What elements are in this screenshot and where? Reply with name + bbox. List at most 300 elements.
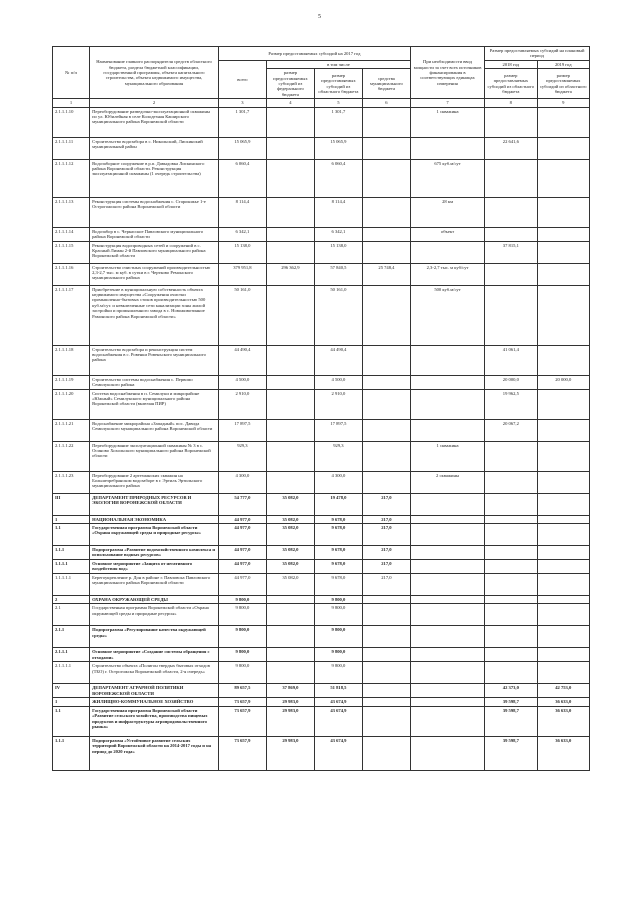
row-capacity (410, 736, 484, 770)
row-number: 2.1.1.1.11 (53, 137, 90, 159)
table-row (53, 574, 590, 596)
row-2018 (485, 263, 537, 285)
row-regional: 19 478,0 (314, 493, 362, 515)
row-municipal (362, 706, 410, 736)
row-number: 2.1.1 (53, 626, 90, 648)
table-row (53, 375, 590, 389)
table-row (53, 471, 590, 493)
row-2018: 39 598,7 (485, 736, 537, 770)
row-2018: 19 962,5 (485, 389, 537, 419)
row-municipal (362, 137, 410, 159)
row-municipal (362, 596, 410, 604)
row-federal: 296 362,9 (266, 263, 314, 285)
row-name: Водозаборное сооружение в р.п. Давыдовка Лискинского района Воронежской области. Реконструкция эксплуатационной скважины (1 очередь строительства) (90, 159, 219, 197)
row-capacity: 1 скважина (410, 107, 484, 137)
row-total: 2 910,0 (218, 389, 266, 419)
row-capacity (410, 684, 484, 698)
row-2019 (537, 515, 589, 523)
row-total: 50 161,0 (218, 285, 266, 345)
col-num: 4 (266, 99, 314, 107)
table-row (53, 137, 590, 159)
row-municipal: 217,0 (362, 560, 410, 574)
row-federal (266, 662, 314, 684)
row-2019 (537, 648, 589, 662)
row-2018 (485, 648, 537, 662)
row-federal: 35 082,0 (266, 493, 314, 515)
row-federal (266, 159, 314, 197)
row-2019: 20 000,0 (537, 375, 589, 389)
row-total: 15 138,0 (218, 241, 266, 263)
row-municipal: 25 748,4 (362, 263, 410, 285)
row-2018 (485, 560, 537, 574)
row-name: Реконструкция водопроводных сетей и сооружений в с. Красный Лиман 2-й Павловского муниципального района Воронежской области (90, 241, 219, 263)
row-federal: 35 082,0 (266, 574, 314, 596)
row-federal (266, 375, 314, 389)
row-regional: 2 910,0 (314, 389, 362, 419)
row-municipal (362, 345, 410, 375)
row-regional: 9 678,0 (314, 546, 362, 560)
row-municipal (362, 604, 410, 626)
row-2018 (485, 604, 537, 626)
header-obl: размер предоставляемых субсидий из областного бюджета (314, 69, 362, 99)
row-total: 44 977,0 (218, 515, 266, 523)
row-2018: 20 067,2 (485, 419, 537, 441)
row-total: 44 977,0 (218, 524, 266, 546)
row-2019 (537, 662, 589, 684)
row-federal: 29 983,0 (266, 736, 314, 770)
row-total: 44 490,4 (218, 345, 266, 375)
row-number: 2.1.1.1.15 (53, 241, 90, 263)
row-total: 9 800,0 (218, 626, 266, 648)
row-regional: 50 161,0 (314, 285, 362, 345)
row-total: 6 060,4 (218, 159, 266, 197)
row-municipal: 217,0 (362, 515, 410, 523)
row-regional: 929,3 (314, 441, 362, 471)
row-total: 6 342,1 (218, 227, 266, 241)
row-federal (266, 227, 314, 241)
row-name: Государственная программа Воронежской области «Охрана окружающей среды и природные ресурсы» (90, 524, 219, 546)
row-2019 (537, 441, 589, 471)
row-municipal (362, 648, 410, 662)
row-2019 (537, 241, 589, 263)
row-total: 54 777,0 (218, 493, 266, 515)
row-municipal (362, 197, 410, 227)
row-federal: 35 082,0 (266, 524, 314, 546)
header-mun: средства муниципального бюджета (362, 69, 410, 99)
row-number: 2.1.1.1.19 (53, 375, 90, 389)
row-number: 2.1.1.1.22 (53, 441, 90, 471)
row-2019 (537, 263, 589, 285)
row-total: 44 977,0 (218, 546, 266, 560)
table-row (53, 419, 590, 441)
row-2018 (485, 626, 537, 648)
table-row (53, 684, 590, 698)
row-2018 (485, 285, 537, 345)
table-row (53, 524, 590, 546)
row-capacity (410, 493, 484, 515)
table-row (53, 560, 590, 574)
table-row (53, 263, 590, 285)
row-2018: 37 815,1 (485, 241, 537, 263)
table-row (53, 626, 590, 648)
row-2019 (537, 419, 589, 441)
row-municipal (362, 684, 410, 698)
row-total: 4 300,0 (218, 471, 266, 493)
row-municipal (362, 441, 410, 471)
row-capacity (410, 419, 484, 441)
row-2018 (485, 515, 537, 523)
row-number: 1.1 (53, 524, 90, 546)
table-row (53, 648, 590, 662)
row-federal (266, 197, 314, 227)
row-name: Система водоснабжения в п. Семилуки и микрорайоне «Южный» Семилукского муниципального района Воронежской области (включая ПИР) (90, 389, 219, 419)
row-name: Переоборудование разведочно-эксплуатационной скважины по ул. Юбилейная в селе Колодезная Каширского муниципального района Воронежской области (90, 107, 219, 137)
row-2018: 20 000,0 (485, 375, 537, 389)
row-number: 1 (53, 698, 90, 706)
row-capacity: 2 скважины (410, 471, 484, 493)
row-name: Подпрограмма «Развитие водохозяйственного комплекса и использование водных ресурсов» (90, 546, 219, 560)
row-2018: 42 373,0 (485, 684, 537, 698)
row-2019 (537, 546, 589, 560)
row-2019 (537, 285, 589, 345)
row-name: Приобретение в муниципальную собственность объекта недвижимого имущества «Сооружения очистки промышленно-бытовых стоков производительностью 500 куб.м/сут. и невключенные сети канализации зоны жилой застройки и промышленного завода в с. Новоживотинное Рамонского района Воронежской области» (90, 285, 219, 345)
row-name: ДЕПАРТАМЕНТ ПРИРОДНЫХ РЕСУРСОВ И ЭКОЛОГИИ ВОРОНЕЖСКОЙ ОБЛАСТИ (90, 493, 219, 515)
col-num: 7 (410, 99, 484, 107)
page-number: 5 (318, 14, 321, 20)
row-regional: 6 342,1 (314, 227, 362, 241)
table-row (53, 441, 590, 471)
table-row (53, 107, 590, 137)
row-regional: 9 678,0 (314, 574, 362, 596)
table-body (53, 107, 590, 770)
row-municipal (362, 698, 410, 706)
row-name: Водозабор в с. Черкасское Павловского муниципального района Воронежской области (90, 227, 219, 241)
row-capacity (410, 560, 484, 574)
row-name: Подпрограмма «Устойчивое развитие сельских территорий Воронежской области на 2014-2017 годы и на период до 2020 года» (90, 736, 219, 770)
header-plan: Размер предоставляемых субсидий на плановый период (485, 47, 590, 61)
row-regional: 1 301,7 (314, 107, 362, 137)
table-row (53, 604, 590, 626)
row-federal (266, 596, 314, 604)
row-municipal (362, 419, 410, 441)
col-num: 8 (485, 99, 537, 107)
row-name: Государственная программа Воронежской области «Охрана окружающей среды и природные ресурсы» (90, 604, 219, 626)
row-2019 (537, 107, 589, 137)
row-total: 9 800,0 (218, 662, 266, 684)
row-number: 2.1.1.1.12 (53, 159, 90, 197)
row-municipal (362, 626, 410, 648)
row-name: Государственная программа Воронежской области «Развитие сельского хозяйства, производства пищевых продуктов и инфраструктуры агропродовольственного рынка» (90, 706, 219, 736)
row-total: 89 657,5 (218, 684, 266, 698)
col-num: 9 (537, 99, 589, 107)
row-federal (266, 285, 314, 345)
row-2019: 36 633,0 (537, 736, 589, 770)
row-name: Берегоукрепление р. Дон в районе г. Павловска Павловского муниципального района Воронежской области (90, 574, 219, 596)
row-regional: 4 500,0 (314, 375, 362, 389)
row-capacity (410, 241, 484, 263)
row-name: Подпрограмма «Регулирование качества окружающей среды» (90, 626, 219, 648)
row-2019 (537, 137, 589, 159)
row-capacity: 28 км (410, 197, 484, 227)
row-capacity (410, 648, 484, 662)
row-regional: 9 800,0 (314, 662, 362, 684)
row-capacity (410, 375, 484, 389)
header-name: Наименование главного распорядителя средств областного бюджета, раздела бюджетной классификации, государственной программы, объекта капитального строительства, объекта недвижимого имущества, муниципального образования (90, 47, 219, 99)
row-number: 2 (53, 596, 90, 604)
row-municipal (362, 159, 410, 197)
row-2019 (537, 389, 589, 419)
row-name: Переоборудование эксплуатационной скважины № 3 в с. Осиново Хохольского муниципального района Воронежской области (90, 441, 219, 471)
row-federal (266, 626, 314, 648)
table-row (53, 698, 590, 706)
row-2019 (537, 471, 589, 493)
table-row (53, 546, 590, 560)
row-total: 9 800,0 (218, 596, 266, 604)
table-row (53, 596, 590, 604)
row-regional: 51 818,5 (314, 684, 362, 698)
row-total: 15 065,9 (218, 137, 266, 159)
table-row (53, 493, 590, 515)
row-capacity (410, 524, 484, 546)
row-2019 (537, 197, 589, 227)
row-name: Строительство очистных сооружений производительностью 2,3-2,7 тыс. м куб. в сутки в г. Чертково Ремонского муниципального района (90, 263, 219, 285)
row-federal (266, 648, 314, 662)
row-regional: 9 800,0 (314, 648, 362, 662)
row-capacity (410, 706, 484, 736)
row-regional: 44 490,4 (314, 345, 362, 375)
subsidy-table (52, 46, 590, 771)
row-2019: 42 753,0 (537, 684, 589, 698)
row-number: 2.1.1.1.14 (53, 227, 90, 241)
col-num: 6 (362, 99, 410, 107)
row-2018: 41 061,4 (485, 345, 537, 375)
row-2019 (537, 574, 589, 596)
row-2019 (537, 493, 589, 515)
row-capacity: объект (410, 227, 484, 241)
row-municipal: 217,0 (362, 524, 410, 546)
row-2019 (537, 227, 589, 241)
table-row (53, 345, 590, 375)
row-municipal (362, 375, 410, 389)
row-regional: 43 674,9 (314, 698, 362, 706)
header-no: № п/п (53, 47, 90, 99)
row-number: 2.1.1.1.17 (53, 285, 90, 345)
row-name: Переоборудование 2 артезианских скважин на Большеэребранском водозаборе в г. Эртиль Эртильского муниципального района (90, 471, 219, 493)
row-total: 73 657,9 (218, 698, 266, 706)
row-municipal (362, 662, 410, 684)
row-number: III (53, 493, 90, 515)
row-total: 8 114,4 (218, 197, 266, 227)
row-name: Основное мероприятие «Создание системы обращения с отходами» (90, 648, 219, 662)
row-municipal (362, 107, 410, 137)
row-number: 2.1.1.1.16 (53, 263, 90, 285)
row-2019 (537, 596, 589, 604)
row-regional: 4 300,0 (314, 471, 362, 493)
row-2018 (485, 107, 537, 137)
row-2018 (485, 662, 537, 684)
row-regional: 9 678,0 (314, 560, 362, 574)
row-regional: 43 674,9 (314, 736, 362, 770)
row-capacity: 2,3-2,7 тыс. м куб/сут (410, 263, 484, 285)
row-regional: 6 060,4 (314, 159, 362, 197)
row-municipal: 217,0 (362, 574, 410, 596)
row-number: 1.1.1.1.1 (53, 574, 90, 596)
header-incl: в том числе (266, 60, 410, 68)
row-total: 44 977,0 (218, 560, 266, 574)
row-municipal (362, 736, 410, 770)
row-number: 1.1 (53, 706, 90, 736)
row-number: 2.1.1.1 (53, 648, 90, 662)
row-regional: 9 800,0 (314, 604, 362, 626)
col-num: 3 (218, 99, 266, 107)
table-row (53, 662, 590, 684)
row-capacity (410, 596, 484, 604)
row-name: Водоснабжение микрорайона «Западный» пос. Давида Семилукского муниципального района Воронежской области (90, 419, 219, 441)
row-municipal: 217,0 (362, 493, 410, 515)
row-federal (266, 137, 314, 159)
table-row (53, 159, 590, 197)
row-capacity: 1 скважина (410, 441, 484, 471)
row-federal: 35 082,0 (266, 560, 314, 574)
column-number-row (53, 99, 590, 107)
table-row (53, 197, 590, 227)
row-federal: 29 983,0 (266, 706, 314, 736)
row-regional: 9 800,0 (314, 626, 362, 648)
row-regional: 17 897,5 (314, 419, 362, 441)
row-capacity (410, 698, 484, 706)
row-2019 (537, 560, 589, 574)
row-number: 1.1.1 (53, 736, 90, 770)
row-2018 (485, 471, 537, 493)
header-2019-sub: размер предоставляемых субсидий из областного бюджета (537, 69, 589, 99)
table-row (53, 389, 590, 419)
row-name: ДЕПАРТАМЕНТ АГРАРНОЙ ПОЛИТИКИ ВОРОНЕЖСКОЙ ОБЛАСТИ (90, 684, 219, 698)
row-capacity: 675 куб.м/сут (410, 159, 484, 197)
row-2018 (485, 493, 537, 515)
row-name: ЖИЛИЩНО-КОММУНАЛЬНОЕ ХОЗЯЙСТВО (90, 698, 219, 706)
row-municipal (362, 389, 410, 419)
row-number: 2.1.1.1.21 (53, 419, 90, 441)
row-number: 2.1.1.1.1 (53, 662, 90, 684)
row-total: 929,3 (218, 441, 266, 471)
row-capacity (410, 574, 484, 596)
header-subsidy: Размер предоставляемых субсидий на 2017 год (218, 47, 410, 61)
table-row (53, 736, 590, 770)
col-num: 2 (90, 99, 219, 107)
row-total: 73 657,9 (218, 706, 266, 736)
row-total: 44 977,0 (218, 574, 266, 596)
row-municipal (362, 285, 410, 345)
row-federal (266, 419, 314, 441)
table-row (53, 227, 590, 241)
row-capacity (410, 546, 484, 560)
col-num: 5 (314, 99, 362, 107)
row-2018 (485, 524, 537, 546)
row-municipal: 217,0 (362, 546, 410, 560)
row-capacity: 500 куб.м/сут (410, 285, 484, 345)
row-federal (266, 471, 314, 493)
row-capacity (410, 137, 484, 159)
row-capacity (410, 515, 484, 523)
row-total: 9 800,0 (218, 648, 266, 662)
row-name: НАЦИОНАЛЬНАЯ ЭКОНОМИКА (90, 515, 219, 523)
row-number: 1 (53, 515, 90, 523)
row-name: Основное мероприятие «Защита от негативного воздействия вод» (90, 560, 219, 574)
row-name: Строительство водозабора и реконструкция систем водоснабжения в с. Ровенки Ровеньского муниципального района (90, 345, 219, 375)
row-capacity (410, 389, 484, 419)
header-fed: размер предоставляемых субсидий из федерального бюджета (266, 69, 314, 99)
row-federal (266, 389, 314, 419)
table-row (53, 241, 590, 263)
row-federal (266, 441, 314, 471)
row-number: 2.1.1.1.23 (53, 471, 90, 493)
row-total: 1 301,7 (218, 107, 266, 137)
row-2018: 22 641,6 (485, 137, 537, 159)
row-regional: 9 800,0 (314, 596, 362, 604)
table-header (53, 47, 590, 108)
row-federal (266, 604, 314, 626)
row-regional: 43 674,9 (314, 706, 362, 736)
row-number: 1.1.1.1 (53, 560, 90, 574)
row-number: 1.1.1 (53, 546, 90, 560)
row-federal: 37 869,0 (266, 684, 314, 698)
row-regional: 8 114,4 (314, 197, 362, 227)
row-2019: 36 633,0 (537, 698, 589, 706)
row-2018 (485, 441, 537, 471)
row-2018: 39 598,7 (485, 698, 537, 706)
row-number: 2.1.1.1.10 (53, 107, 90, 137)
table-row (53, 515, 590, 523)
row-name: Реконструкция системы водоснабжения с. Старокожье 1-е Острогожского района Воронежской области (90, 197, 219, 227)
row-total: 4 500,0 (218, 375, 266, 389)
row-federal: 35 082,0 (266, 546, 314, 560)
row-municipal (362, 471, 410, 493)
col-num: 1 (53, 99, 90, 107)
header-capacity: При необходимости ввод мощности за счет всех источников финансирования в соответствующих единицах измерения (410, 47, 484, 99)
row-federal (266, 241, 314, 263)
row-name: Строительство водозабора в с. Никольский, Лискинский муниципальный район (90, 137, 219, 159)
row-name: ОХРАНА ОКРУЖАЮЩЕЙ СРЕДЫ (90, 596, 219, 604)
row-regional: 15 138,0 (314, 241, 362, 263)
row-total: 379 951,8 (218, 263, 266, 285)
row-number: IV (53, 684, 90, 698)
row-regional: 15 065,9 (314, 137, 362, 159)
row-capacity (410, 345, 484, 375)
row-number: 2.1 (53, 604, 90, 626)
row-2018: 39 598,7 (485, 706, 537, 736)
row-2019 (537, 159, 589, 197)
row-total: 73 657,9 (218, 736, 266, 770)
row-number: 2.1.1.1.13 (53, 197, 90, 227)
row-2018 (485, 227, 537, 241)
row-municipal (362, 227, 410, 241)
row-2019: 36 633,0 (537, 706, 589, 736)
row-capacity (410, 604, 484, 626)
header-2018-sub: размер предоставляемых субсидий из областного бюджета (485, 69, 537, 99)
row-2019 (537, 345, 589, 375)
row-name: Строительство объекта «Полигон твердых бытовых отходов (ТБО) г. Острогожска Воронежской области, 2-я очередь» (90, 662, 219, 684)
row-regional: 9 678,0 (314, 515, 362, 523)
row-2018 (485, 546, 537, 560)
row-2018 (485, 197, 537, 227)
row-capacity (410, 626, 484, 648)
row-federal: 29 983,0 (266, 698, 314, 706)
row-2019 (537, 524, 589, 546)
row-federal (266, 107, 314, 137)
row-total: 9 800,0 (218, 604, 266, 626)
header-total: всего (218, 60, 266, 98)
header-2019: 2019 год (537, 60, 589, 68)
